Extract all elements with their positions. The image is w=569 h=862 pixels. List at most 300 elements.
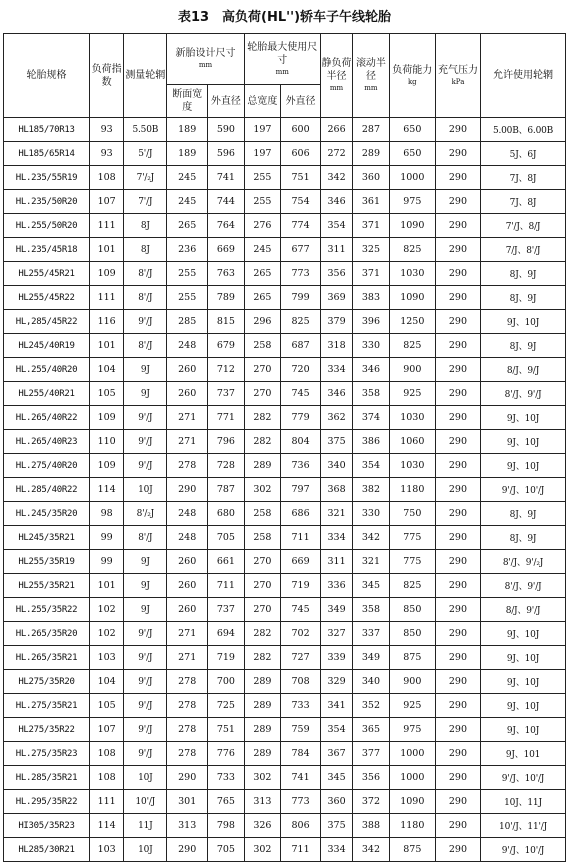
cell-allowed-rims: 8'/J、9'/₂J (481, 550, 566, 574)
header-rolling-radius-unit: mm (364, 84, 378, 92)
cell-rolling-radius: 377 (353, 742, 390, 766)
cell-load-index: 104 (89, 670, 123, 694)
cell-outer-dia-max: 600 (281, 118, 321, 142)
cell-measure-rim: 5'/J (124, 142, 167, 166)
cell-total-width: 296 (244, 310, 281, 334)
cell-spec: HL.255/50R20 (4, 214, 90, 238)
table-header (4, 34, 566, 118)
table-row (4, 814, 566, 838)
cell-load-capacity: 1060 (389, 430, 435, 454)
cell-measure-rim: 8'/J (124, 286, 167, 310)
cell-spec: HL.265/35R21 (4, 646, 90, 670)
cell-load-index: 109 (89, 406, 123, 430)
cell-outer-dia-max: 797 (281, 478, 321, 502)
cell-static-radius: 354 (320, 214, 352, 238)
cell-allowed-rims: 8J、9J (481, 262, 566, 286)
table-row (4, 406, 566, 430)
cell-spec: HL.285/40R22 (4, 478, 90, 502)
cell-load-index: 107 (89, 190, 123, 214)
cell-static-radius: 346 (320, 382, 352, 406)
cell-outer-dia: 737 (208, 382, 245, 406)
cell-inflation: 290 (435, 406, 480, 430)
cell-load-index: 105 (89, 382, 123, 406)
cell-outer-dia: 728 (208, 454, 245, 478)
cell-measure-rim: 8'/J (124, 262, 167, 286)
cell-total-width: 302 (244, 766, 281, 790)
cell-allowed-rims: 7J、8J (481, 190, 566, 214)
cell-load-capacity: 1030 (389, 406, 435, 430)
cell-outer-dia-max: 774 (281, 214, 321, 238)
header-static-radius (320, 34, 352, 118)
cell-allowed-rims: 8'/J、9'/J (481, 574, 566, 598)
cell-static-radius: 311 (320, 550, 352, 574)
cell-load-capacity: 775 (389, 550, 435, 574)
cell-load-capacity: 925 (389, 694, 435, 718)
cell-load-index: 103 (89, 646, 123, 670)
cell-measure-rim: 10J (124, 766, 167, 790)
cell-section-width: 260 (167, 598, 208, 622)
cell-measure-rim: 8'/J (124, 334, 167, 358)
cell-inflation: 290 (435, 334, 480, 358)
table-title: 表13 高负荷(HL'')轿车子午线轮胎 (177, 10, 392, 25)
cell-section-width: 265 (167, 214, 208, 238)
header-outer-dia-max: 外直径 (281, 85, 321, 118)
cell-section-width: 245 (167, 166, 208, 190)
cell-measure-rim: 9'/J (124, 622, 167, 646)
table-row (4, 262, 566, 286)
table-row (4, 622, 566, 646)
cell-total-width: 255 (244, 166, 281, 190)
cell-outer-dia: 764 (208, 214, 245, 238)
cell-static-radius: 349 (320, 598, 352, 622)
cell-measure-rim: 9J (124, 598, 167, 622)
cell-total-width: 276 (244, 214, 281, 238)
cell-outer-dia: 705 (208, 526, 245, 550)
header-new-size (167, 34, 244, 85)
cell-static-radius: 342 (320, 166, 352, 190)
cell-allowed-rims: 10'/J、11'/J (481, 814, 566, 838)
cell-inflation: 290 (435, 430, 480, 454)
cell-allowed-rims: 9J、10J (481, 694, 566, 718)
cell-load-capacity: 1030 (389, 262, 435, 286)
cell-inflation: 290 (435, 142, 480, 166)
cell-outer-dia-max: 720 (281, 358, 321, 382)
cell-rolling-radius: 342 (353, 526, 390, 550)
table-row (4, 286, 566, 310)
cell-load-capacity: 825 (389, 574, 435, 598)
cell-inflation: 290 (435, 358, 480, 382)
cell-rolling-radius: 383 (353, 286, 390, 310)
cell-total-width: 282 (244, 646, 281, 670)
cell-section-width: 313 (167, 814, 208, 838)
table-row (4, 526, 566, 550)
cell-rolling-radius: 365 (353, 718, 390, 742)
cell-outer-dia-max: 754 (281, 190, 321, 214)
cell-total-width: 326 (244, 814, 281, 838)
table-row (4, 550, 566, 574)
cell-outer-dia: 787 (208, 478, 245, 502)
cell-outer-dia: 694 (208, 622, 245, 646)
table-row (4, 718, 566, 742)
cell-outer-dia-max: 733 (281, 694, 321, 718)
cell-rolling-radius: 321 (353, 550, 390, 574)
cell-spec: HL255/35R19 (4, 550, 90, 574)
cell-measure-rim: 9'/J (124, 670, 167, 694)
cell-inflation: 290 (435, 646, 480, 670)
table-row (4, 142, 566, 166)
cell-inflation: 290 (435, 574, 480, 598)
cell-outer-dia: 700 (208, 670, 245, 694)
cell-load-index: 103 (89, 838, 123, 862)
cell-outer-dia-max: 784 (281, 742, 321, 766)
cell-spec: HL.265/40R23 (4, 430, 90, 454)
header-new-size-unit: mm (198, 61, 213, 69)
cell-allowed-rims: 9'/J、10'/J (481, 766, 566, 790)
cell-static-radius: 334 (320, 358, 352, 382)
table-row (4, 334, 566, 358)
cell-total-width: 255 (244, 190, 281, 214)
header-inflation-label: 充气压力 (437, 64, 478, 76)
table-row (4, 454, 566, 478)
cell-static-radius: 334 (320, 838, 352, 862)
cell-static-radius: 341 (320, 694, 352, 718)
cell-outer-dia: 711 (208, 574, 245, 598)
table-row (4, 118, 566, 142)
cell-section-width: 255 (167, 262, 208, 286)
cell-total-width: 197 (244, 118, 281, 142)
cell-load-index: 104 (89, 358, 123, 382)
cell-rolling-radius: 396 (353, 310, 390, 334)
cell-outer-dia-max: 727 (281, 646, 321, 670)
cell-load-capacity: 875 (389, 646, 435, 670)
cell-total-width: 289 (244, 718, 281, 742)
cell-static-radius: 375 (320, 430, 352, 454)
cell-load-index: 108 (89, 742, 123, 766)
cell-total-width: 258 (244, 334, 281, 358)
cell-section-width: 236 (167, 238, 208, 262)
cell-inflation: 290 (435, 262, 480, 286)
cell-inflation: 290 (435, 766, 480, 790)
cell-load-index: 105 (89, 694, 123, 718)
cell-outer-dia-max: 708 (281, 670, 321, 694)
table-row (4, 214, 566, 238)
cell-spec: HL.255/35R22 (4, 598, 90, 622)
cell-load-capacity: 1090 (389, 286, 435, 310)
cell-allowed-rims: 8J、9J (481, 286, 566, 310)
cell-load-capacity: 900 (389, 358, 435, 382)
cell-spec: HL185/70R13 (4, 118, 90, 142)
cell-spec: HL255/40R21 (4, 382, 90, 406)
cell-static-radius: 329 (320, 670, 352, 694)
cell-load-index: 99 (89, 526, 123, 550)
cell-outer-dia-max: 799 (281, 286, 321, 310)
cell-section-width: 245 (167, 190, 208, 214)
cell-outer-dia: 741 (208, 166, 245, 190)
cell-measure-rim: 10'/J (124, 790, 167, 814)
cell-inflation: 290 (435, 310, 480, 334)
cell-rolling-radius: 360 (353, 166, 390, 190)
cell-static-radius: 336 (320, 574, 352, 598)
cell-load-index: 99 (89, 550, 123, 574)
cell-total-width: 302 (244, 838, 281, 862)
cell-allowed-rims: 7J、8J (481, 166, 566, 190)
cell-allowed-rims: 9J、10J (481, 622, 566, 646)
cell-section-width: 260 (167, 358, 208, 382)
cell-total-width: 270 (244, 550, 281, 574)
cell-load-capacity: 825 (389, 334, 435, 358)
cell-measure-rim: 9'/J (124, 430, 167, 454)
cell-load-capacity: 775 (389, 526, 435, 550)
cell-rolling-radius: 337 (353, 622, 390, 646)
cell-outer-dia: 596 (208, 142, 245, 166)
header-allowed-rims: 允许使用轮辋 (481, 34, 566, 118)
cell-total-width: 270 (244, 598, 281, 622)
cell-rolling-radius: 372 (353, 790, 390, 814)
cell-section-width: 290 (167, 478, 208, 502)
cell-total-width: 270 (244, 574, 281, 598)
header-load-index: 负荷指数 (89, 34, 123, 118)
cell-static-radius: 321 (320, 502, 352, 526)
cell-inflation: 290 (435, 166, 480, 190)
cell-total-width: 289 (244, 454, 281, 478)
cell-load-index: 108 (89, 766, 123, 790)
cell-measure-rim: 8'/J (124, 526, 167, 550)
cell-inflation: 290 (435, 478, 480, 502)
cell-measure-rim: 9'/J (124, 454, 167, 478)
cell-allowed-rims: 8/J、9'/J (481, 598, 566, 622)
table-row (4, 382, 566, 406)
cell-outer-dia: 590 (208, 118, 245, 142)
cell-total-width: 282 (244, 406, 281, 430)
cell-spec: HL.235/45R18 (4, 238, 90, 262)
cell-section-width: 260 (167, 550, 208, 574)
cell-spec: HL.235/50R20 (4, 190, 90, 214)
cell-rolling-radius: 330 (353, 502, 390, 526)
cell-outer-dia: 712 (208, 358, 245, 382)
cell-load-index: 101 (89, 334, 123, 358)
cell-outer-dia-max: 751 (281, 166, 321, 190)
cell-total-width: 270 (244, 358, 281, 382)
cell-outer-dia: 733 (208, 766, 245, 790)
cell-outer-dia: 796 (208, 430, 245, 454)
cell-total-width: 270 (244, 382, 281, 406)
cell-static-radius: 368 (320, 478, 352, 502)
cell-rolling-radius: 371 (353, 262, 390, 286)
cell-inflation: 290 (435, 502, 480, 526)
cell-rolling-radius: 325 (353, 238, 390, 262)
cell-section-width: 278 (167, 454, 208, 478)
cell-allowed-rims: 8J、9J (481, 334, 566, 358)
cell-rolling-radius: 382 (353, 478, 390, 502)
table-row (4, 190, 566, 214)
table-row (4, 358, 566, 382)
cell-load-capacity: 1180 (389, 478, 435, 502)
cell-rolling-radius: 349 (353, 646, 390, 670)
cell-rolling-radius: 289 (353, 142, 390, 166)
cell-allowed-rims: 8/J、9/J (481, 358, 566, 382)
cell-load-index: 111 (89, 286, 123, 310)
header-rolling-radius-label: 滚动半径 (355, 58, 386, 82)
header-total-width: 总宽度 (244, 85, 281, 118)
cell-load-capacity: 1000 (389, 166, 435, 190)
cell-load-capacity: 850 (389, 622, 435, 646)
cell-static-radius: 346 (320, 190, 352, 214)
cell-load-capacity: 1250 (389, 310, 435, 334)
cell-load-capacity: 1090 (389, 790, 435, 814)
cell-rolling-radius: 356 (353, 766, 390, 790)
cell-measure-rim: 11J (124, 814, 167, 838)
cell-load-capacity: 975 (389, 190, 435, 214)
cell-inflation: 290 (435, 622, 480, 646)
cell-measure-rim: 9'/J (124, 694, 167, 718)
cell-section-width: 255 (167, 286, 208, 310)
header-outer-dia: 外直径 (208, 85, 245, 118)
cell-measure-rim: 8J (124, 238, 167, 262)
table-row (4, 838, 566, 862)
cell-measure-rim: 9J (124, 358, 167, 382)
header-max-size (244, 34, 320, 85)
cell-outer-dia: 776 (208, 742, 245, 766)
cell-total-width: 258 (244, 526, 281, 550)
cell-spec: HL255/45R21 (4, 262, 90, 286)
cell-section-width: 271 (167, 622, 208, 646)
cell-load-capacity: 875 (389, 838, 435, 862)
cell-inflation: 290 (435, 838, 480, 862)
header-static-radius-label: 静负荷半径 (321, 58, 352, 82)
cell-static-radius: 318 (320, 334, 352, 358)
cell-load-capacity: 1000 (389, 766, 435, 790)
cell-spec: HL.275/35R23 (4, 742, 90, 766)
header-max-size-unit: mm (275, 67, 289, 76)
cell-static-radius: 272 (320, 142, 352, 166)
cell-allowed-rims: 5J、6J (481, 142, 566, 166)
cell-spec: HL.265/40R22 (4, 406, 90, 430)
cell-load-index: 116 (89, 310, 123, 334)
cell-inflation: 290 (435, 694, 480, 718)
cell-measure-rim: 9'/J (124, 742, 167, 766)
cell-section-width: 278 (167, 694, 208, 718)
cell-inflation: 290 (435, 550, 480, 574)
cell-total-width: 258 (244, 502, 281, 526)
table-body (4, 118, 566, 862)
cell-outer-dia-max: 825 (281, 310, 321, 334)
cell-load-capacity: 1000 (389, 742, 435, 766)
cell-outer-dia: 771 (208, 406, 245, 430)
cell-allowed-rims: 9J、10J (481, 646, 566, 670)
cell-measure-rim: 9J (124, 550, 167, 574)
cell-load-capacity: 650 (389, 142, 435, 166)
cell-load-capacity: 825 (389, 238, 435, 262)
table-row (4, 238, 566, 262)
cell-spec: HL.285/35R21 (4, 766, 90, 790)
cell-inflation: 290 (435, 718, 480, 742)
cell-static-radius: 360 (320, 790, 352, 814)
cell-load-index: 109 (89, 262, 123, 286)
table-row (4, 646, 566, 670)
cell-section-width: 248 (167, 526, 208, 550)
cell-outer-dia: 737 (208, 598, 245, 622)
cell-spec: HL.235/55R19 (4, 166, 90, 190)
cell-spec: HI305/35R23 (4, 814, 90, 838)
cell-allowed-rims: 8'/J、9'/J (481, 382, 566, 406)
cell-outer-dia-max: 702 (281, 622, 321, 646)
header-section-width: 断面宽度 (167, 85, 208, 118)
cell-rolling-radius: 287 (353, 118, 390, 142)
cell-load-capacity: 650 (389, 118, 435, 142)
table-row (4, 670, 566, 694)
cell-total-width: 289 (244, 742, 281, 766)
header-rolling-radius (353, 34, 390, 118)
cell-section-width: 189 (167, 118, 208, 142)
cell-outer-dia-max: 677 (281, 238, 321, 262)
cell-static-radius: 340 (320, 454, 352, 478)
cell-spec: HL275/35R22 (4, 718, 90, 742)
table-row (4, 502, 566, 526)
header-new-size-label: 新胎设计尺寸 (175, 48, 236, 59)
cell-allowed-rims: 7'/J、8/J (481, 214, 566, 238)
cell-load-index: 93 (89, 118, 123, 142)
cell-outer-dia-max: 745 (281, 382, 321, 406)
cell-measure-rim: 5.50B (124, 118, 167, 142)
cell-rolling-radius: 340 (353, 670, 390, 694)
cell-load-index: 110 (89, 430, 123, 454)
cell-measure-rim: 9J (124, 382, 167, 406)
cell-load-index: 98 (89, 502, 123, 526)
table-row (4, 742, 566, 766)
table-row (4, 430, 566, 454)
cell-load-index: 101 (89, 238, 123, 262)
cell-inflation: 290 (435, 670, 480, 694)
header-max-size-label: 轮胎最大使用尺寸 (247, 41, 318, 66)
cell-outer-dia-max: 711 (281, 838, 321, 862)
cell-static-radius: 375 (320, 814, 352, 838)
cell-static-radius: 339 (320, 646, 352, 670)
cell-allowed-rims: 9J、10J (481, 430, 566, 454)
cell-spec: HL,285/45R22 (4, 310, 90, 334)
cell-outer-dia-max: 773 (281, 790, 321, 814)
cell-static-radius: 356 (320, 262, 352, 286)
cell-section-width: 260 (167, 574, 208, 598)
cell-outer-dia: 744 (208, 190, 245, 214)
cell-section-width: 301 (167, 790, 208, 814)
table-row (4, 574, 566, 598)
cell-rolling-radius: 371 (353, 214, 390, 238)
header-load-capacity-unit: kg (407, 77, 417, 86)
header-load-capacity-label: 负荷能力 (392, 64, 433, 76)
cell-outer-dia-max: 773 (281, 262, 321, 286)
cell-rolling-radius: 342 (353, 838, 390, 862)
cell-section-width: 271 (167, 646, 208, 670)
tire-spec-table (3, 33, 566, 862)
cell-inflation: 290 (435, 286, 480, 310)
cell-rolling-radius: 388 (353, 814, 390, 838)
cell-section-width: 278 (167, 670, 208, 694)
cell-measure-rim: 10J (124, 478, 167, 502)
cell-static-radius: 354 (320, 718, 352, 742)
cell-rolling-radius: 354 (353, 454, 390, 478)
cell-section-width: 248 (167, 334, 208, 358)
header-spec: 轮胎规格 (4, 34, 90, 118)
cell-allowed-rims: 9J、10J (481, 454, 566, 478)
cell-outer-dia-max: 806 (281, 814, 321, 838)
cell-outer-dia: 705 (208, 838, 245, 862)
table-row (4, 166, 566, 190)
cell-outer-dia: 751 (208, 718, 245, 742)
cell-rolling-radius: 386 (353, 430, 390, 454)
cell-allowed-rims: 9J、10J (481, 406, 566, 430)
cell-rolling-radius: 358 (353, 382, 390, 406)
cell-total-width: 265 (244, 286, 281, 310)
